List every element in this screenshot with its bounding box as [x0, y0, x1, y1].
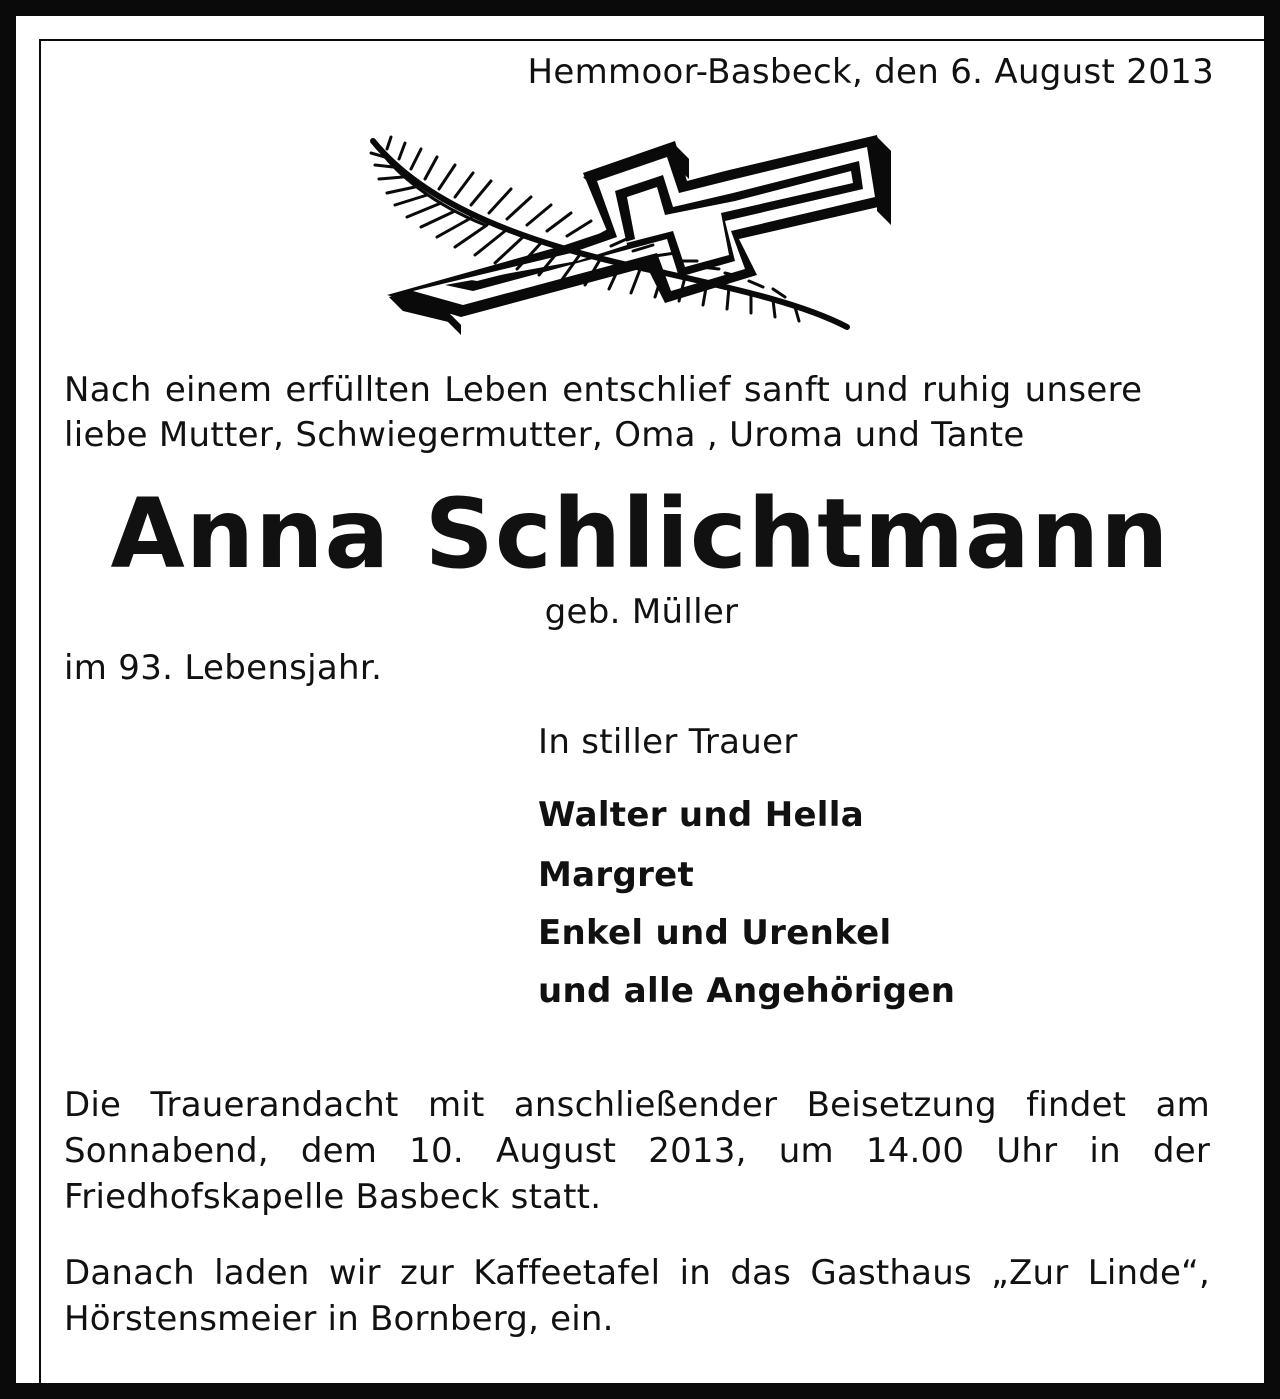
- intro-line-2: liebe Mutter, Schwiegermutter, Oma , Uroma und Tante: [64, 415, 1025, 455]
- mourning-label: In stiller Trauer: [538, 722, 798, 762]
- deceased-name: Anna Schlichtmann: [110, 478, 1170, 590]
- mourner-name: Margret: [538, 855, 695, 895]
- cross-with-palm-frond-icon: [365, 135, 895, 335]
- age-line: im 93. Lebensjahr.: [64, 648, 383, 688]
- funeral-service-text: Die Trauerandacht mit anschließender Beisetzung findet am Sonnabend, dem 10. August 2013, um 14.00 Uhr in der Friedhofskapelle Basbeck statt.: [64, 1085, 1210, 1217]
- intro-line-1: Nach einem erfüllten Leben entschlief sanft und ruhig unsere: [64, 370, 1143, 410]
- place-date: Hemmoor-Basbeck, den 6. August 2013: [527, 52, 1214, 92]
- maiden-name: geb. Müller: [544, 592, 739, 632]
- coffee-invitation-text: Danach laden wir zur Kaffeetafel in das Gasthaus „Zur Linde“, Hörstensmeier in Bornberg, ein.: [64, 1253, 1210, 1339]
- mourner-name: und alle Angehörigen: [538, 971, 956, 1011]
- mourner-name: Enkel und Urenkel: [538, 913, 892, 953]
- mourner-name: Walter und Hella: [538, 795, 864, 835]
